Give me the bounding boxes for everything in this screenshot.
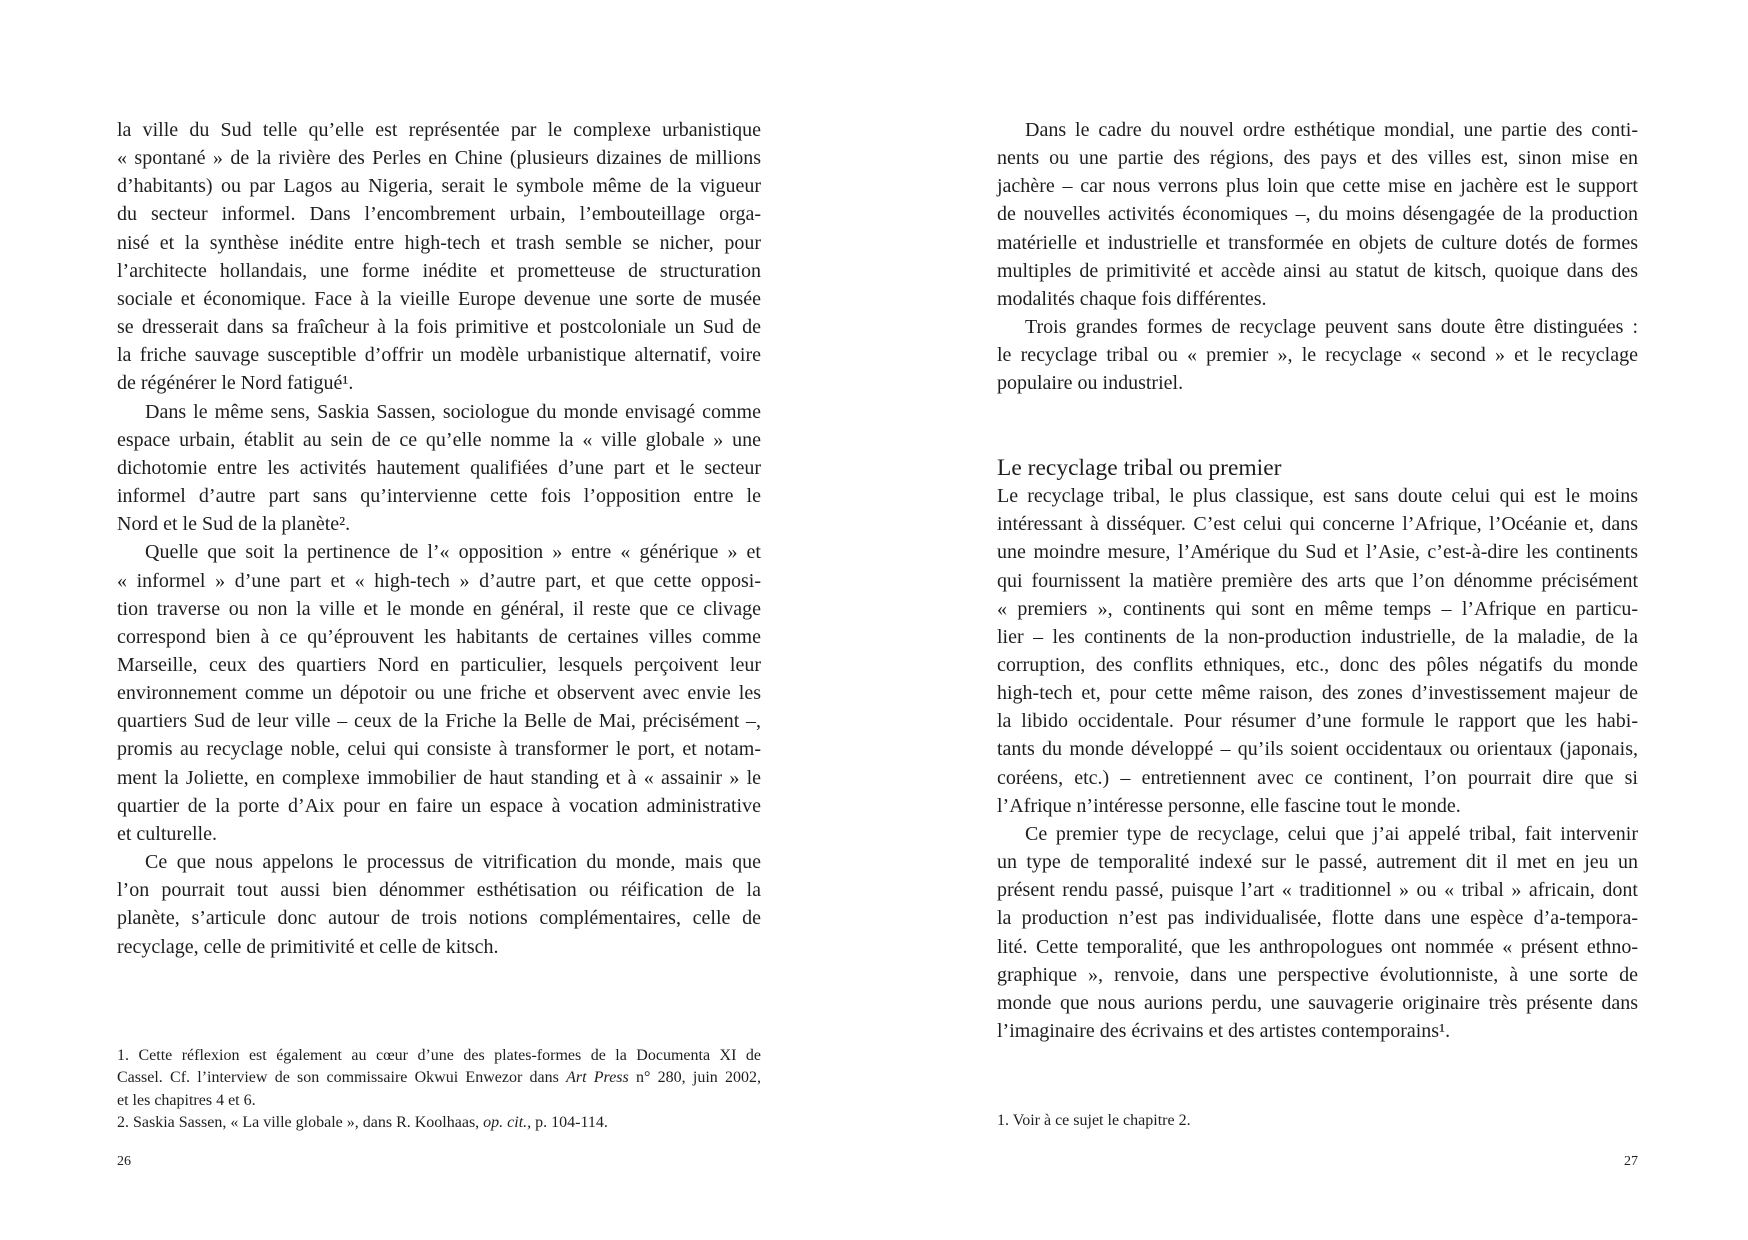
page-body	[117, 116, 761, 961]
text-line: Ce que nous appelons le processus de vitrification du monde, mais que	[145, 851, 761, 874]
text-line: graphique », renvoie, dans une perspective évolutionniste, à une sorte de	[997, 963, 1638, 986]
text-line: espace urbain, établit au sein de ce qu’elle nomme la « ville globale » une	[117, 428, 761, 451]
text-line: multiples de primitivité et accède ainsi au statut de kitsch, quoique dans des	[997, 259, 1638, 282]
text-line: l’on pourrait tout aussi bien dénommer esthétisation ou réification de la	[117, 879, 761, 902]
text-line: et culturelle.	[117, 822, 217, 845]
paragraph	[997, 116, 1638, 313]
text-line: promis au recyclage noble, celui qui consiste à transformer le port, et notam-	[117, 738, 761, 761]
text-line: recyclage, celle de primitivité et celle de kitsch.	[117, 935, 499, 958]
footnote-text: p. 104-114.	[531, 1114, 608, 1132]
text-line: la production n’est pas individualisée, flotte dans une espèce d’a-tempora-	[997, 907, 1638, 930]
text-line: lité. Cette temporalité, que les anthropologues ont nommée « présent ethno-	[997, 935, 1638, 958]
page-number: 27	[1624, 1154, 1638, 1169]
text-line: Nord et le Sud de la planète².	[117, 513, 351, 536]
text-line: la friche sauvage susceptible d’offrir un modèle urbanistique alternatif, voire	[117, 344, 761, 367]
footnote-text: 1. Voir à ce sujet le chapitre 2.	[997, 1112, 1191, 1129]
text-line: sociale et économique. Face à la vieille Europe devenue une sorte de musée	[117, 287, 761, 310]
section-heading: Le recyclage tribal ou premier	[997, 454, 1282, 481]
text-line: un type de temporalité indexé sur le passé, autrement dit il met en jeu un	[997, 851, 1638, 874]
text-line: qui fournissent la matière première des arts que l’on dénomme précisément	[997, 569, 1638, 592]
text-line: intéressant à disséquer. C’est celui qui concerne l’Afrique, l’Océanie et, dans	[997, 513, 1638, 536]
paragraph	[117, 116, 761, 398]
paragraph	[997, 313, 1638, 397]
text-line: quartier de la porte d’Aix pour en faire un espace à vocation administrative	[117, 794, 761, 817]
text-line: nents ou une partie des régions, des pays et des villes est, sinon mise en	[997, 147, 1638, 170]
text-line: Trois grandes formes de recyclage peuvent sans doute être distinguées :	[1025, 316, 1638, 339]
text-line: Le recyclage tribal, le plus classique, est sans doute celui qui est le moins	[997, 485, 1638, 508]
text-line: matérielle et industrielle et transformée en objets de culture dotés de formes	[997, 231, 1638, 254]
text-line: environnement comme un dépotoir ou une friche et observent avec envie les	[117, 682, 761, 705]
footnote-text: 2. Saskia Sassen, « La ville globale », dans R. Koolhaas,	[117, 1114, 484, 1132]
text-line: présent rendu passé, puisque l’art « traditionnel » ou « tribal » africain, dont	[997, 879, 1638, 902]
text-line: ment la Joliette, en complexe immobilier de haut standing et à « assainir » le	[117, 766, 761, 789]
paragraph	[117, 538, 761, 848]
text-line: la ville du Sud telle qu’elle est représentée par le complexe urbanistique	[117, 119, 761, 141]
text-line: de nouvelles activités économiques –, du moins désengagée de la production	[997, 203, 1638, 226]
footnote-text: n° 280, juin 2002,	[628, 1069, 762, 1087]
text-line: populaire ou industriel.	[997, 372, 1184, 395]
text-line: coréens, etc.) – entretiennent avec ce continent, l’on pourrait dire que si	[997, 766, 1638, 789]
text-line: informel d’autre part sans qu’intervienne cette fois l’opposition entre le	[117, 485, 761, 508]
footnote-text: op. cit.,	[483, 1114, 532, 1132]
text-line: la libido occidentale. Pour résumer d’une formule le rapport que les habi-	[997, 710, 1638, 733]
text-line: nisé et la synthèse inédite entre high-tech et trash semble se nicher, pour	[117, 231, 761, 254]
text-line: tants du monde développé – qu’ils soient occidentaux ou orientaux (japonais,	[997, 738, 1638, 761]
text-line: correspond bien à ce qu’éprouvent les habitants de certaines villes comme	[117, 625, 761, 648]
text-line: monde que nous aurions perdu, une sauvagerie originaire très présente dans	[997, 991, 1638, 1014]
text-line: « premiers », continents qui sont en même temps – l’Afrique en particu-	[997, 597, 1638, 620]
footnote-text: Art Press	[566, 1069, 629, 1087]
text-line: tion traverse ou non la ville et le monde en général, il reste que ce clivage	[117, 597, 761, 620]
text-line: Quelle que soit la pertinence de l’« opposition » entre « générique » et	[145, 541, 761, 564]
paragraph	[997, 820, 1638, 1045]
text-line: « informel » d’une part et « high-tech » d’autre part, et que cette opposi-	[117, 569, 761, 592]
text-line: « spontané » de la rivière des Perles en Chine (plusieurs dizaines de millions	[117, 147, 761, 170]
text-line: le recyclage tribal ou « premier », le recyclage « second » et le recyclage	[997, 344, 1638, 367]
text-line: du secteur informel. Dans l’encombrement urbain, l’embouteillage orga-	[117, 203, 761, 226]
footnote-line	[117, 1090, 761, 1112]
footnote-text: 1. Cette réflexion est également au cœur d’une des plates-formes de la Documenta XI de	[117, 1047, 761, 1064]
footnote-line	[117, 1067, 761, 1089]
footnote-text: et les chapitres 4 et 6.	[117, 1091, 256, 1109]
text-line: quartiers Sud de leur ville – ceux de la Friche la Belle de Mai, précisément –,	[117, 710, 761, 733]
text-line: l’architecte hollandais, une forme inédite et prometteuse de structuration	[117, 259, 761, 282]
text-line: Ce premier type de recyclage, celui que j’ai appelé tribal, fait intervenir	[1025, 822, 1638, 845]
text-line: jachère – car nous verrons plus loin que cette mise en jachère est le support	[997, 175, 1638, 198]
footnote-line	[117, 1045, 761, 1067]
text-line: d’habitants) ou par Lagos au Nigeria, serait le symbole même de la vigueur	[117, 175, 761, 198]
footnotes	[117, 1045, 761, 1135]
footnote-text: Cassel. Cf. l’interview de son commissaire Okwui Enwezor dans	[117, 1069, 567, 1087]
paragraph	[117, 398, 761, 539]
paragraph	[117, 848, 761, 961]
paragraph	[997, 482, 1638, 820]
right-page	[874, 0, 1748, 1240]
text-line: l’imaginaire des écrivains et des artistes contemporains¹.	[997, 1020, 1451, 1043]
footnote-line	[117, 1112, 761, 1134]
page-body	[997, 116, 1638, 1045]
text-line: l’Afrique n’intéresse personne, elle fascine tout le monde.	[997, 794, 1461, 817]
page-number: 26	[117, 1154, 131, 1169]
text-line: de régénérer le Nord fatigué¹.	[117, 372, 354, 395]
text-line: planète, s’articule donc autour de trois notions complémentaires, celle de	[117, 907, 761, 930]
footnote-line	[997, 1110, 1641, 1132]
text-line: modalités chaque fois différentes.	[997, 287, 1267, 310]
text-line: Dans le même sens, Saskia Sassen, sociologue du monde envisagé comme	[145, 400, 761, 423]
text-line: une moindre mesure, l’Amérique du Sud et l’Asie, c’est-à-dire les continents	[997, 541, 1638, 564]
text-line: dichotomie entre les activités hautement qualifiées d’une part et le secteur	[117, 456, 761, 479]
text-line: corruption, des conflits ethniques, etc., donc des pôles négatifs du monde	[997, 653, 1638, 676]
text-line: se dresserait dans sa fraîcheur à la fois primitive et postcoloniale un Sud de	[117, 316, 761, 339]
text-line: high-tech et, pour cette même raison, des zones d’investissement majeur de	[997, 682, 1638, 705]
text-line: lier – les continents de la non-production industrielle, de la maladie, de la	[997, 625, 1638, 648]
text-line: Dans le cadre du nouvel ordre esthétique mondial, une partie des conti-	[1025, 119, 1638, 141]
text-line: Marseille, ceux des quartiers Nord en particulier, lesquels perçoivent leur	[117, 653, 761, 676]
footnotes	[997, 1110, 1641, 1132]
